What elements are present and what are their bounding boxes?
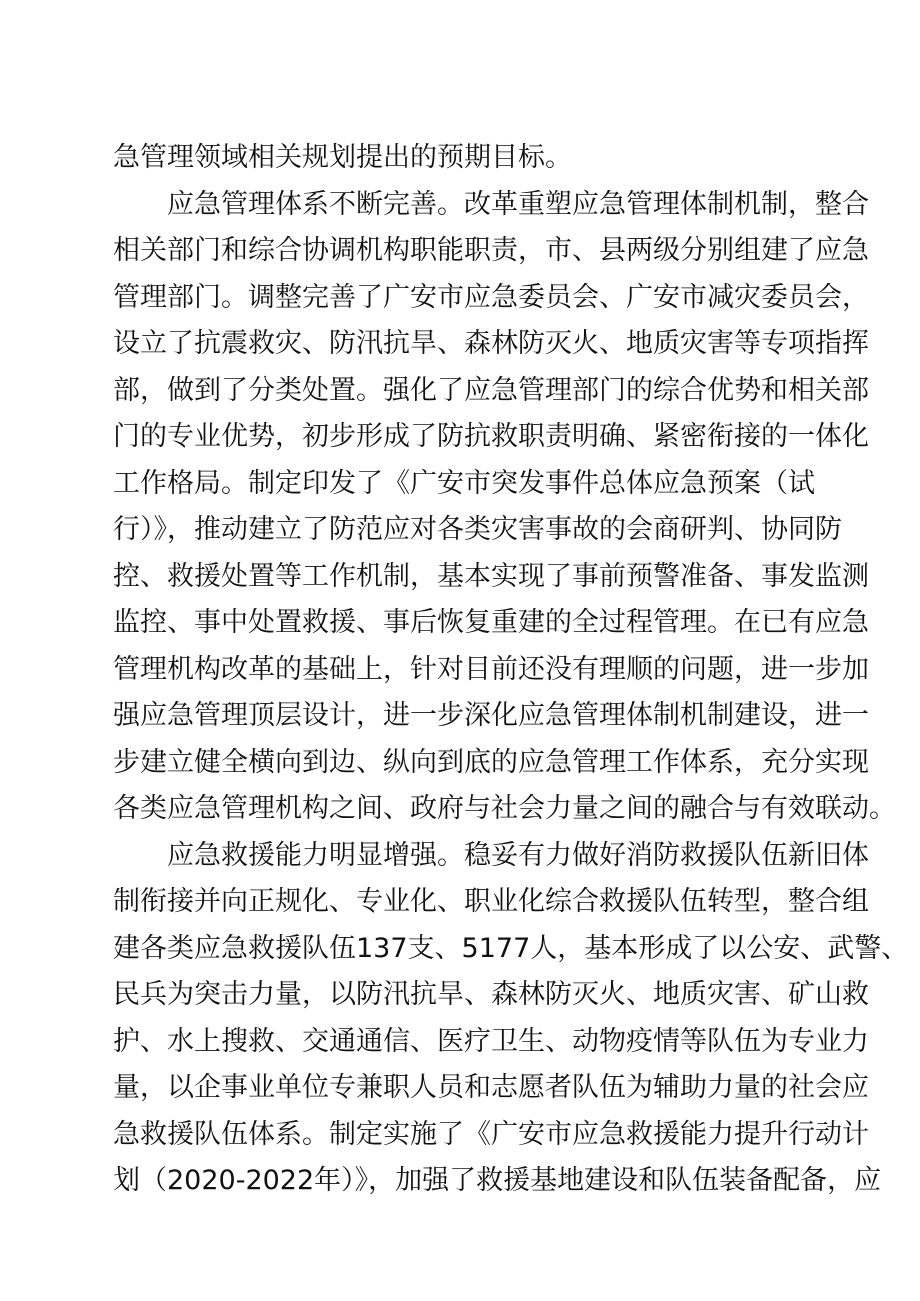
- text-line: 划（2020-2022年）》，加强了救援基地建设和队伍装备配备，应: [113, 1165, 882, 1196]
- text-line: 制衔接并向正规化、专业化、职业化综合救援队伍转型，整合组: [113, 886, 869, 917]
- text-line: 民兵为突击力量，以防汛抗旱、森林防灭火、地质灾害、矿山救: [113, 979, 869, 1010]
- text-line: 各类应急管理机构之间、政府与社会力量之间的融合与有效联动。: [113, 793, 896, 824]
- text-line: 控、救援处置等工作机制，基本实现了事前预警准备、事发监测: [113, 560, 869, 592]
- text-line: 强应急管理顶层设计，进一步深化应急管理体制机制建设，进一: [113, 700, 869, 731]
- body-text: [113, 135, 909, 1205]
- text-line: 部，做到了分类处置。强化了应急管理部门的综合优势和相关部: [113, 374, 869, 406]
- text-line: 工作格局。制定印发了《广安市突发事件总体应急预案（试: [113, 467, 815, 499]
- text-line: 应急救援能力明显增强。稳妥有力做好消防救援队伍新旧体: [167, 839, 869, 871]
- text-line: 建各类应急救援队伍137支、5177人，基本形成了以公安、武警、: [113, 932, 909, 964]
- text-line: 护、水上搜救、交通通信、医疗卫生、动物疫情等队伍为专业力: [113, 1025, 869, 1057]
- text-line: 量，以企事业单位专兼职人员和志愿者队伍为辅助力量的社会应: [113, 1072, 869, 1103]
- text-line: 管理部门。调整完善了广安市应急委员会、广安市减灾委员会，: [113, 281, 869, 313]
- text-line: 相关部门和综合协调机构职能职责，市、县两级分别组建了应急: [113, 235, 869, 266]
- text-line: 行）》，推动建立了防范应对各类灾害事故的会商研判、协同防: [113, 514, 842, 545]
- text-line: 急救援队伍体系。制定实施了《广安市应急救援能力提升行动计: [113, 1118, 869, 1150]
- text-line: 管理机构改革的基础上，针对目前还没有理顺的问题，进一步加: [113, 653, 869, 685]
- text-line: 步建立健全横向到边、纵向到底的应急管理工作体系，充分实现: [113, 746, 869, 778]
- text-line: 应急管理体系不断完善。改革重塑应急管理体制机制，整合: [167, 188, 869, 220]
- text-line: 设立了抗震救灾、防汛抗旱、森林防灭火、地质灾害等专项指挥: [113, 328, 869, 359]
- text-line: 急管理领域相关规划提出的预期目标。: [113, 142, 572, 173]
- text-line: 门的专业优势，初步形成了防抗救职责明确、紧密衔接的一体化: [113, 421, 869, 452]
- text-line: 监控、事中处置救援、事后恢复重建的全过程管理。在已有应急: [113, 607, 869, 638]
